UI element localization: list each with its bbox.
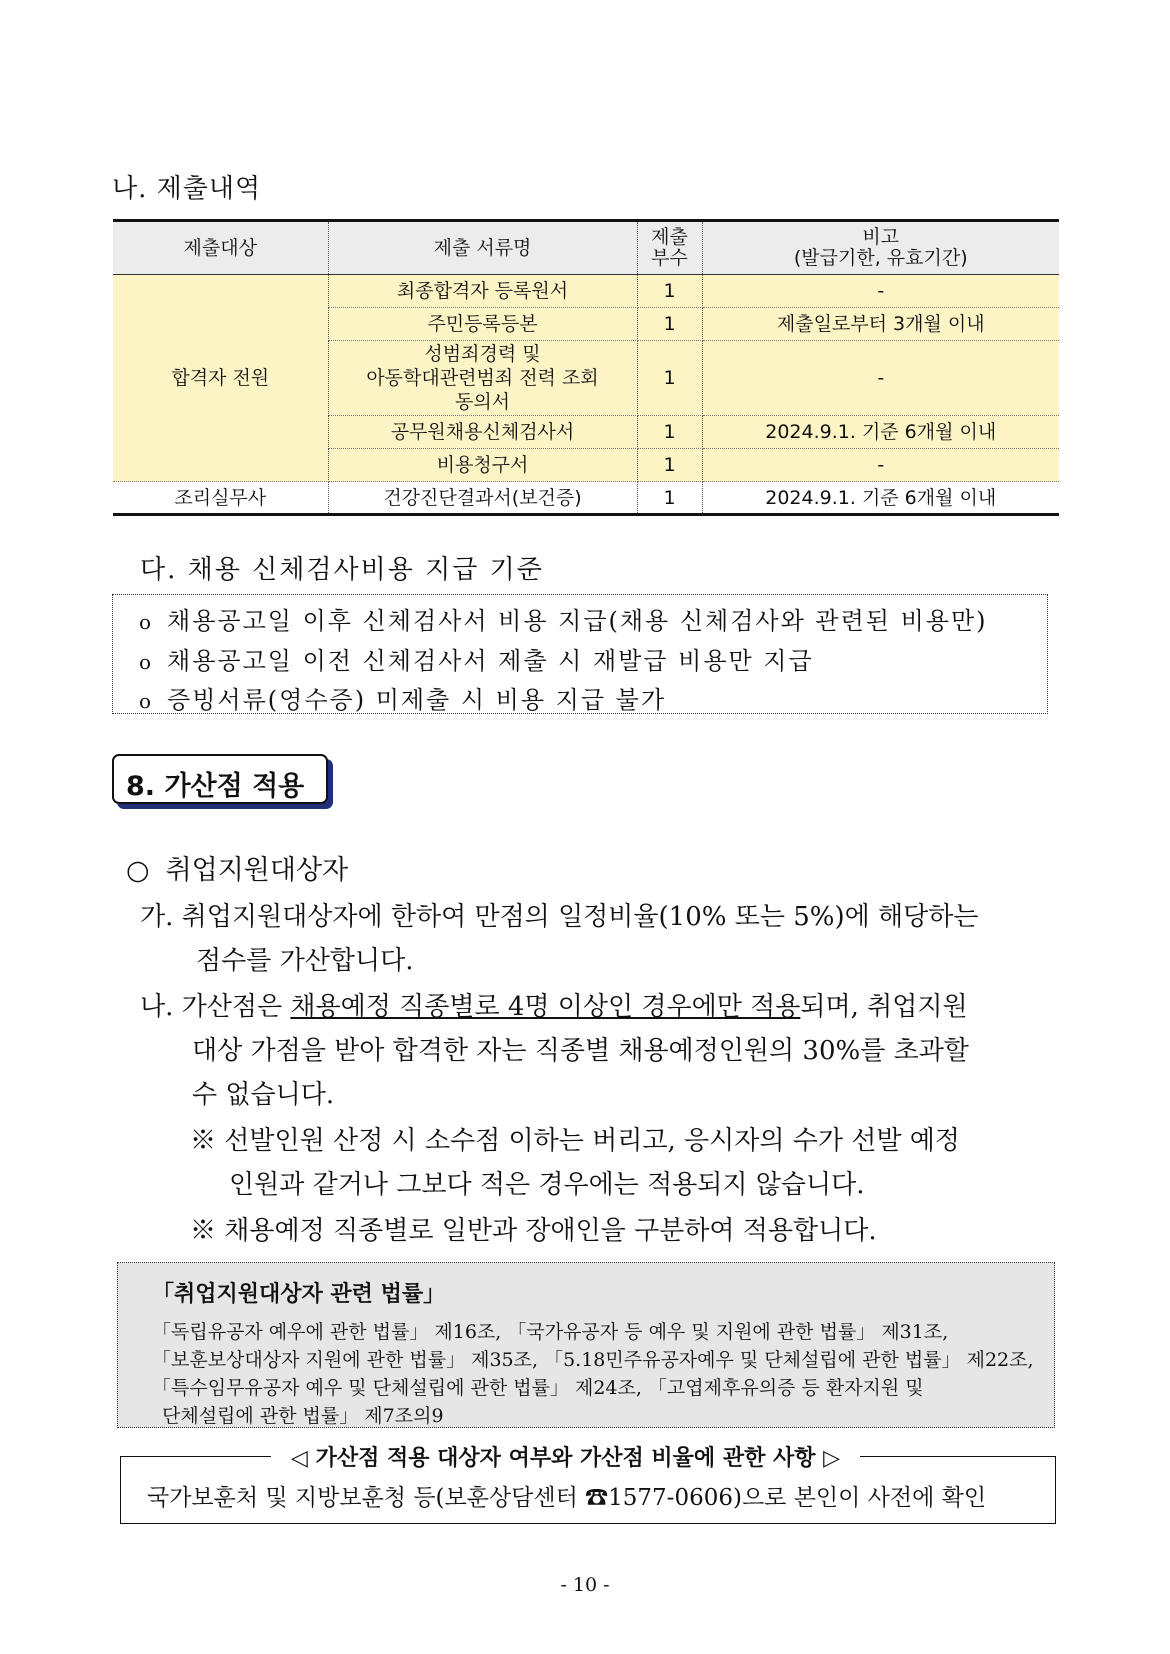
header-copies-line2: 부수 <box>651 247 688 269</box>
paragraph-na-line3: 수 없습니다. <box>192 1080 335 1110</box>
section-8-title-box <box>112 754 328 804</box>
copies-cell: 1 <box>637 449 702 482</box>
section-8-title: 8. 가산점 적용 <box>126 771 305 802</box>
doc-cell: 비용청구서 <box>328 449 637 482</box>
paragraph-na-prefix: 나. 가산점은 <box>140 992 291 1022</box>
law-line: 「보훈보상대상자 지원에 관한 법률」 제35조, 「5.18민주유공자예우 및 단체설립에 관한 법률」 제22조, <box>152 1349 1034 1371</box>
criteria-item <box>139 641 814 676</box>
section-heading-exam-cost: 다. 채용 신체검사비용 지급 기준 <box>140 555 544 585</box>
header-copies <box>637 221 702 275</box>
paragraph-na-line2: 대상 가점을 받아 합격한 자는 직종별 채용예정인원의 30%를 초과할 <box>192 1036 969 1066</box>
copies-cell: 1 <box>637 416 702 449</box>
criteria-text: 증빙서류(영수증) 미제출 시 비용 지급 불가 <box>167 686 667 714</box>
remarks-cell: 2024.9.1. 기준 6개월 이내 <box>702 416 1059 449</box>
section-heading-submission-list: 나. 제출내역 <box>112 174 262 204</box>
paragraph-na-line1 <box>140 986 968 1023</box>
doc-cell: 공무원채용신체검사서 <box>328 416 637 449</box>
note-1-line2: 인원과 같거나 그보다 적은 경우에는 적용되지 않습니다. <box>229 1170 865 1200</box>
group-cell-cook: 조리실무사 <box>113 482 328 515</box>
law-line: 단체설립에 관한 법률」 제7조의9 <box>162 1405 444 1427</box>
copies-cell: 1 <box>637 308 702 341</box>
doc-cell: 주민등록등본 <box>328 308 637 341</box>
header-remarks-line1: 비고 <box>862 226 900 248</box>
notice-box <box>120 1446 1056 1524</box>
subheading-employment-support <box>126 848 348 887</box>
copies-cell: 1 <box>637 275 702 308</box>
law-line: 「독립유공자 예우에 관한 법률」 제16조, 「국가유공자 등 예우 및 지원에 관한 법률」 제31조, <box>152 1321 949 1343</box>
header-remarks <box>702 221 1059 275</box>
subheading-text: 취업지원대상자 <box>165 855 349 886</box>
table-header-row <box>113 221 1059 275</box>
note-1-line1: ※ 선발인원 산정 시 소수점 이하는 버리고, 응시자의 수가 선발 예정 <box>190 1126 960 1156</box>
bullet-icon: o <box>139 689 154 713</box>
page-number: - 10 - <box>560 1574 610 1596</box>
circle-icon: ○ <box>126 855 150 886</box>
header-doc-name: 제출 서류명 <box>328 221 637 275</box>
doc-line: 성범죄경력 및 <box>424 343 541 365</box>
header-remarks-line2: (발급기한, 유효기간) <box>793 247 968 269</box>
related-laws-box <box>117 1262 1055 1428</box>
criteria-text: 채용공고일 이후 신체검사서 비용 지급(채용 신체검사와 관련된 비용만) <box>167 607 988 635</box>
paragraph-ga-line1: 가. 취업지원대상자에 한하여 만점의 일정비율(10% 또는 5%)에 해당하는 <box>140 902 979 932</box>
table-row <box>113 275 1059 308</box>
remarks-cell: - <box>702 449 1059 482</box>
criteria-item <box>139 601 988 636</box>
group-cell-all-passers: 합격자 전원 <box>113 275 328 482</box>
remarks-cell: - <box>702 275 1059 308</box>
notice-title: ◁ 가산점 적용 대상자 여부와 가산점 비율에 관한 사항 ▷ <box>271 1441 860 1472</box>
doc-cell <box>328 341 637 416</box>
table-row <box>113 482 1059 515</box>
notice-body: 국가보훈처 및 지방보훈청 등(보훈상담센터 ☎1577-0606)으로 본인이 사전에 확인 <box>147 1485 987 1511</box>
law-line: 「특수임무유공자 예우 및 단체설립에 관한 법률」 제24조, 「고엽제후유의증 등 환자지원 및 <box>152 1377 924 1399</box>
paragraph-na-suffix: 되며, 취업지원 <box>800 992 968 1022</box>
related-laws-title: 「취업지원대상자 관련 법률」 <box>152 1282 446 1307</box>
remarks-cell: - <box>702 341 1059 416</box>
header-copies-line1: 제출 <box>651 226 688 248</box>
doc-line: 동의서 <box>454 391 511 413</box>
criteria-item <box>139 680 666 715</box>
remarks-cell: 2024.9.1. 기준 6개월 이내 <box>702 482 1059 515</box>
doc-cell: 최종합격자 등록원서 <box>328 275 637 308</box>
header-target: 제출대상 <box>113 221 328 275</box>
bullet-icon: o <box>139 610 154 634</box>
paragraph-na-underlined: 채용예정 직종별로 4명 이상인 경우에만 적용 <box>290 992 801 1022</box>
submission-documents-table <box>113 219 1059 516</box>
paragraph-ga-line2: 점수를 가산합니다. <box>196 946 414 976</box>
note-2: ※ 채용예정 직종별로 일반과 장애인을 구분하여 적용합니다. <box>190 1216 877 1246</box>
doc-line: 아동학대관련범죄 전력 조회 <box>366 367 599 389</box>
doc-cell: 건강진단결과서(보건증) <box>328 482 637 515</box>
criteria-box <box>112 594 1048 714</box>
copies-cell: 1 <box>637 482 702 515</box>
remarks-cell: 제출일로부터 3개월 이내 <box>702 308 1059 341</box>
bullet-icon: o <box>139 650 154 674</box>
criteria-text: 채용공고일 이전 신체검사서 제출 시 재발급 비용만 지급 <box>167 647 814 675</box>
copies-cell: 1 <box>637 341 702 416</box>
